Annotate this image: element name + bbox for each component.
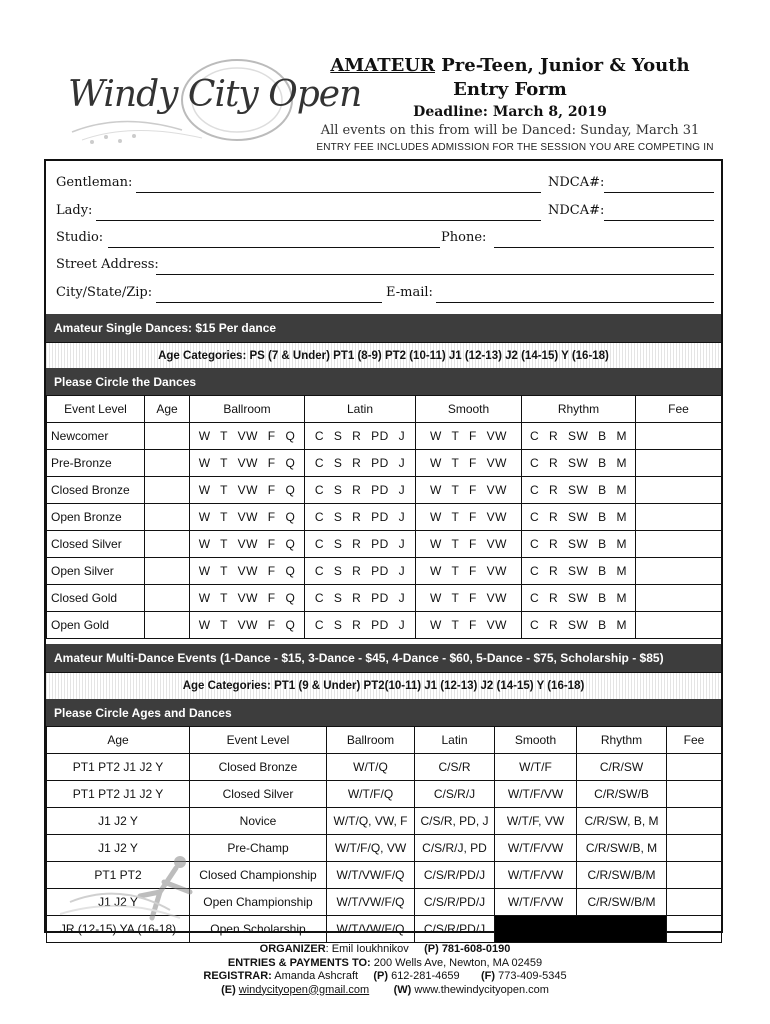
latin-cell[interactable]: C S R PD J: [305, 450, 416, 477]
single-dances-table: [46, 395, 722, 639]
fee-cell[interactable]: [667, 862, 722, 889]
smooth-cell[interactable]: W/T/F/VW: [495, 835, 577, 862]
level-cell: Closed Championship: [190, 862, 327, 889]
fee-cell[interactable]: [636, 585, 722, 612]
rhythm-cell[interactable]: C R SW B M: [522, 477, 636, 504]
email-label: (E): [221, 983, 236, 996]
registrar-fax: 773-409-5345: [495, 970, 567, 982]
fee-cell[interactable]: [636, 612, 722, 639]
entries-line: [0, 957, 770, 971]
fee-cell[interactable]: [667, 808, 722, 835]
registrar-fax-label: (F): [480, 970, 496, 982]
registrar-label: REGISTRAR:: [203, 970, 272, 982]
smooth-cell[interactable]: W T F VW: [416, 612, 522, 639]
age-cell[interactable]: PT1 PT2: [47, 862, 190, 889]
ballroom-cell[interactable]: W T VW F Q: [190, 504, 305, 531]
fee-cell[interactable]: [667, 781, 722, 808]
rhythm-cell[interactable]: C/R/SW/B: [577, 781, 667, 808]
gentleman-row: [56, 175, 711, 195]
smooth-cell[interactable]: W T F VW: [416, 504, 522, 531]
rhythm-cell[interactable]: C/R/SW/B, M: [577, 835, 667, 862]
multi-age-categories: Age Categories: PT1 (9 & Under) PT2(10-11) J1 (12-13) J2 (14-15) Y (16-18): [46, 672, 721, 699]
single-dances-bar: Amateur Single Dances: $15 Per dance: [46, 314, 721, 342]
ballroom-cell[interactable]: W T VW F Q: [190, 558, 305, 585]
table-row: [47, 531, 722, 558]
rhythm-cell[interactable]: C R SW B M: [522, 531, 636, 558]
rhythm-cell[interactable]: C R SW B M: [522, 423, 636, 450]
col-age: Age: [47, 727, 190, 754]
smooth-cell[interactable]: W T F VW: [416, 558, 522, 585]
col-ballroom: Ballroom: [327, 727, 415, 754]
fee-cell[interactable]: [667, 835, 722, 862]
latin-cell[interactable]: C S R PD J: [305, 477, 416, 504]
rhythm-cell[interactable]: C/R/SW/B/M: [577, 862, 667, 889]
col-latin: Latin: [415, 727, 495, 754]
table-row: [47, 450, 722, 477]
street-input[interactable]: [156, 274, 714, 275]
level-cell: Open Championship: [190, 889, 327, 916]
latin-cell[interactable]: C/S/R/PD/J: [415, 916, 495, 943]
single-age-categories: Age Categories: PS (7 & Under) PT1 (8-9) PT2 (10-11) J1 (12-13) J2 (14-15) Y (16-18): [46, 342, 721, 368]
col-ballroom: Ballroom: [190, 396, 305, 423]
single-header-row: [47, 396, 722, 423]
ballroom-cell[interactable]: W/T/VW/F/Q: [327, 889, 415, 916]
table-row: [47, 504, 722, 531]
rhythm-cell[interactable]: C R SW B M: [522, 450, 636, 477]
smooth-cell[interactable]: W/T/F/VW: [495, 889, 577, 916]
organizer-label: ORGANIZER: [259, 943, 326, 955]
blocked-cell: [495, 916, 667, 943]
multi-header-row: [47, 727, 722, 754]
level-cell: Newcomer: [47, 423, 145, 450]
level-cell: Pre-Bronze: [47, 450, 145, 477]
age-cell[interactable]: [145, 477, 190, 504]
lady-ndca-input[interactable]: [604, 220, 714, 221]
ballroom-cell[interactable]: W T VW F Q: [190, 531, 305, 558]
fee-cell[interactable]: [636, 477, 722, 504]
smooth-cell[interactable]: W/T/F/VW: [495, 862, 577, 889]
ballroom-cell[interactable]: W/T/Q: [327, 754, 415, 781]
entries-address: 200 Wells Ave, Newton, MA 02459: [370, 956, 543, 969]
age-cell[interactable]: [145, 558, 190, 585]
fee-cell[interactable]: [636, 450, 722, 477]
ballroom-cell[interactable]: W/T/VW/F/Q: [327, 916, 415, 943]
latin-cell[interactable]: C/S/R/J, PD: [415, 835, 495, 862]
col-event-level: Event Level: [190, 727, 327, 754]
rhythm-cell[interactable]: C R SW B M: [522, 504, 636, 531]
age-cell[interactable]: JR (12-15) YA (16-18): [47, 916, 190, 943]
fee-cell[interactable]: [636, 423, 722, 450]
level-cell: Open Gold: [47, 612, 145, 639]
latin-cell[interactable]: C S R PD J: [305, 558, 416, 585]
lady-label: Lady:: [56, 203, 93, 218]
smooth-cell[interactable]: W T F VW: [416, 450, 522, 477]
multi-circle-bar: Please Circle Ages and Dances: [46, 699, 721, 726]
multi-dances-bar: Amateur Multi-Dance Events (1-Dance - $15, 3-Dance - $45, 4-Dance - $60, 5-Dance - $75, Scholarship - $85): [46, 644, 721, 672]
age-cell[interactable]: PT1 PT2 J1 J2 Y: [47, 781, 190, 808]
level-cell: Open Scholarship: [190, 916, 327, 943]
organizer-line: [0, 943, 770, 957]
title-amateur: AMATEUR: [330, 55, 435, 76]
table-row: [47, 423, 722, 450]
col-smooth: Smooth: [495, 727, 577, 754]
col-rhythm: Rhythm: [522, 396, 636, 423]
web-line: [0, 984, 770, 998]
organizer-phone: (P) 781-608-0190: [424, 943, 511, 955]
street-label: Street Address:: [56, 257, 159, 272]
age-cell[interactable]: J1 J2 Y: [47, 808, 190, 835]
table-row: [47, 781, 722, 808]
city-input[interactable]: [156, 302, 382, 303]
gentleman-ndca-input[interactable]: [604, 192, 714, 193]
col-event-level: Event Level: [47, 396, 145, 423]
age-cell[interactable]: J1 J2 Y: [47, 835, 190, 862]
registrar-phone-label: (P): [373, 970, 389, 982]
col-age: Age: [145, 396, 190, 423]
fee-cell[interactable]: [667, 754, 722, 781]
single-circle-bar: Please Circle the Dances: [46, 368, 721, 395]
col-smooth: Smooth: [416, 396, 522, 423]
level-cell: Closed Bronze: [47, 477, 145, 504]
latin-cell[interactable]: C S R PD J: [305, 612, 416, 639]
latin-cell[interactable]: C/S/R/J: [415, 781, 495, 808]
table-row: [47, 477, 722, 504]
studio-input[interactable]: [108, 247, 440, 248]
ndca-label: NDCA#:: [548, 203, 605, 218]
age-cell[interactable]: J1 J2 Y: [47, 889, 190, 916]
ballroom-cell[interactable]: W T VW F Q: [190, 585, 305, 612]
smooth-cell[interactable]: W T F VW: [416, 531, 522, 558]
latin-cell[interactable]: C S R PD J: [305, 585, 416, 612]
city-row: [56, 285, 711, 305]
registrar-phone: 612-281-4659: [388, 970, 460, 982]
table-row: [47, 585, 722, 612]
level-cell: Closed Silver: [47, 531, 145, 558]
rhythm-cell[interactable]: C R SW B M: [522, 558, 636, 585]
events-date: All events on this from will be Danced: Sunday, March 31: [320, 123, 700, 138]
level-cell: Pre-Champ: [190, 835, 327, 862]
level-cell: Open Silver: [47, 558, 145, 585]
web-link[interactable]: www.thewindycityopen.com: [411, 983, 549, 996]
latin-cell[interactable]: C/S/R: [415, 754, 495, 781]
fee-cell[interactable]: [636, 504, 722, 531]
col-fee: Fee: [667, 727, 722, 754]
table-row: [47, 558, 722, 585]
fee-cell[interactable]: [667, 916, 722, 943]
latin-cell[interactable]: C S R PD J: [305, 504, 416, 531]
lady-row: [56, 203, 711, 223]
city-label: City/State/Zip:: [56, 285, 153, 300]
col-latin: Latin: [305, 396, 416, 423]
latin-cell[interactable]: C/S/R/PD/J: [415, 862, 495, 889]
age-cell[interactable]: [145, 585, 190, 612]
table-row: [47, 612, 722, 639]
phone-label: Phone:: [441, 230, 487, 245]
phone-input[interactable]: [494, 247, 714, 248]
ballroom-cell[interactable]: W T VW F Q: [190, 423, 305, 450]
contact-footer: [0, 943, 770, 997]
form-title-line2: Entry Form: [453, 79, 567, 100]
email-label: E-mail:: [386, 285, 433, 300]
title-rest: Pre-Teen, Junior & Youth: [434, 55, 690, 76]
ballroom-cell[interactable]: W/T/VW/F/Q: [327, 862, 415, 889]
entry-fee-note: ENTRY FEE INCLUDES ADMISSION FOR THE SESSION YOU ARE COMPETING IN: [316, 142, 714, 153]
age-cell[interactable]: PT1 PT2 J1 J2 Y: [47, 754, 190, 781]
latin-cell[interactable]: C S R PD J: [305, 423, 416, 450]
form-title: [330, 54, 690, 78]
level-cell: Closed Bronze: [190, 754, 327, 781]
col-rhythm: Rhythm: [577, 727, 667, 754]
level-cell: Closed Silver: [190, 781, 327, 808]
studio-label: Studio:: [56, 230, 104, 245]
ballroom-cell[interactable]: W/T/Q, VW, F: [327, 808, 415, 835]
fee-cell[interactable]: [636, 558, 722, 585]
deadline: Deadline: March 8, 2019: [413, 104, 607, 120]
smooth-cell[interactable]: W T F VW: [416, 585, 522, 612]
ballroom-cell[interactable]: W/T/F/Q, VW: [327, 835, 415, 862]
rhythm-cell[interactable]: C R SW B M: [522, 585, 636, 612]
col-fee: Fee: [636, 396, 722, 423]
table-row: [47, 754, 722, 781]
email-link[interactable]: windycityopen@gmail.com: [238, 983, 370, 996]
age-cell[interactable]: [145, 531, 190, 558]
entry-form: [44, 159, 723, 936]
gentleman-input[interactable]: [136, 192, 541, 193]
smooth-cell[interactable]: W/T/F, VW: [495, 808, 577, 835]
registrar-line: [0, 970, 770, 984]
rhythm-cell[interactable]: C/R/SW: [577, 754, 667, 781]
rhythm-cell[interactable]: C/R/SW/B/M: [577, 889, 667, 916]
fee-cell[interactable]: [636, 531, 722, 558]
entries-label: ENTRIES & PAYMENTS TO:: [227, 956, 371, 969]
windy-city-open-logo: [62, 52, 362, 152]
dancer-watermark-icon: [60, 852, 200, 922]
level-cell: Open Bronze: [47, 504, 145, 531]
latin-cell[interactable]: C S R PD J: [305, 531, 416, 558]
ballroom-cell[interactable]: W T VW F Q: [190, 477, 305, 504]
ballroom-cell[interactable]: W T VW F Q: [190, 612, 305, 639]
organizer-name: : Emil Ioukhnikov: [325, 943, 409, 955]
latin-cell[interactable]: C/S/R, PD, J: [415, 808, 495, 835]
fee-cell[interactable]: [667, 889, 722, 916]
ballroom-cell[interactable]: W T VW F Q: [190, 450, 305, 477]
age-cell[interactable]: [145, 423, 190, 450]
registrar-name: Amanda Ashcraft: [271, 970, 359, 982]
lady-input[interactable]: [96, 220, 541, 221]
studio-row: [56, 230, 711, 250]
web-label: (W): [393, 983, 412, 996]
rhythm-cell[interactable]: C R SW B M: [522, 612, 636, 639]
level-cell: Novice: [190, 808, 327, 835]
smooth-cell[interactable]: W/T/F: [495, 754, 577, 781]
table-row: [47, 808, 722, 835]
logo-text: Windy City Open: [68, 74, 362, 115]
street-row: [56, 257, 711, 277]
latin-cell[interactable]: C/S/R/PD/J: [415, 889, 495, 916]
age-cell[interactable]: [145, 504, 190, 531]
smooth-cell[interactable]: W/T/F/VW: [495, 781, 577, 808]
gentleman-label: Gentleman:: [56, 175, 133, 190]
smooth-cell[interactable]: W T F VW: [416, 477, 522, 504]
email-input[interactable]: [436, 302, 714, 303]
rhythm-cell[interactable]: C/R/SW, B, M: [577, 808, 667, 835]
level-cell: Closed Gold: [47, 585, 145, 612]
age-cell[interactable]: [145, 612, 190, 639]
ndca-label: NDCA#:: [548, 175, 605, 190]
age-cell[interactable]: [145, 450, 190, 477]
smooth-cell[interactable]: W T F VW: [416, 423, 522, 450]
ballroom-cell[interactable]: W/T/F/Q: [327, 781, 415, 808]
